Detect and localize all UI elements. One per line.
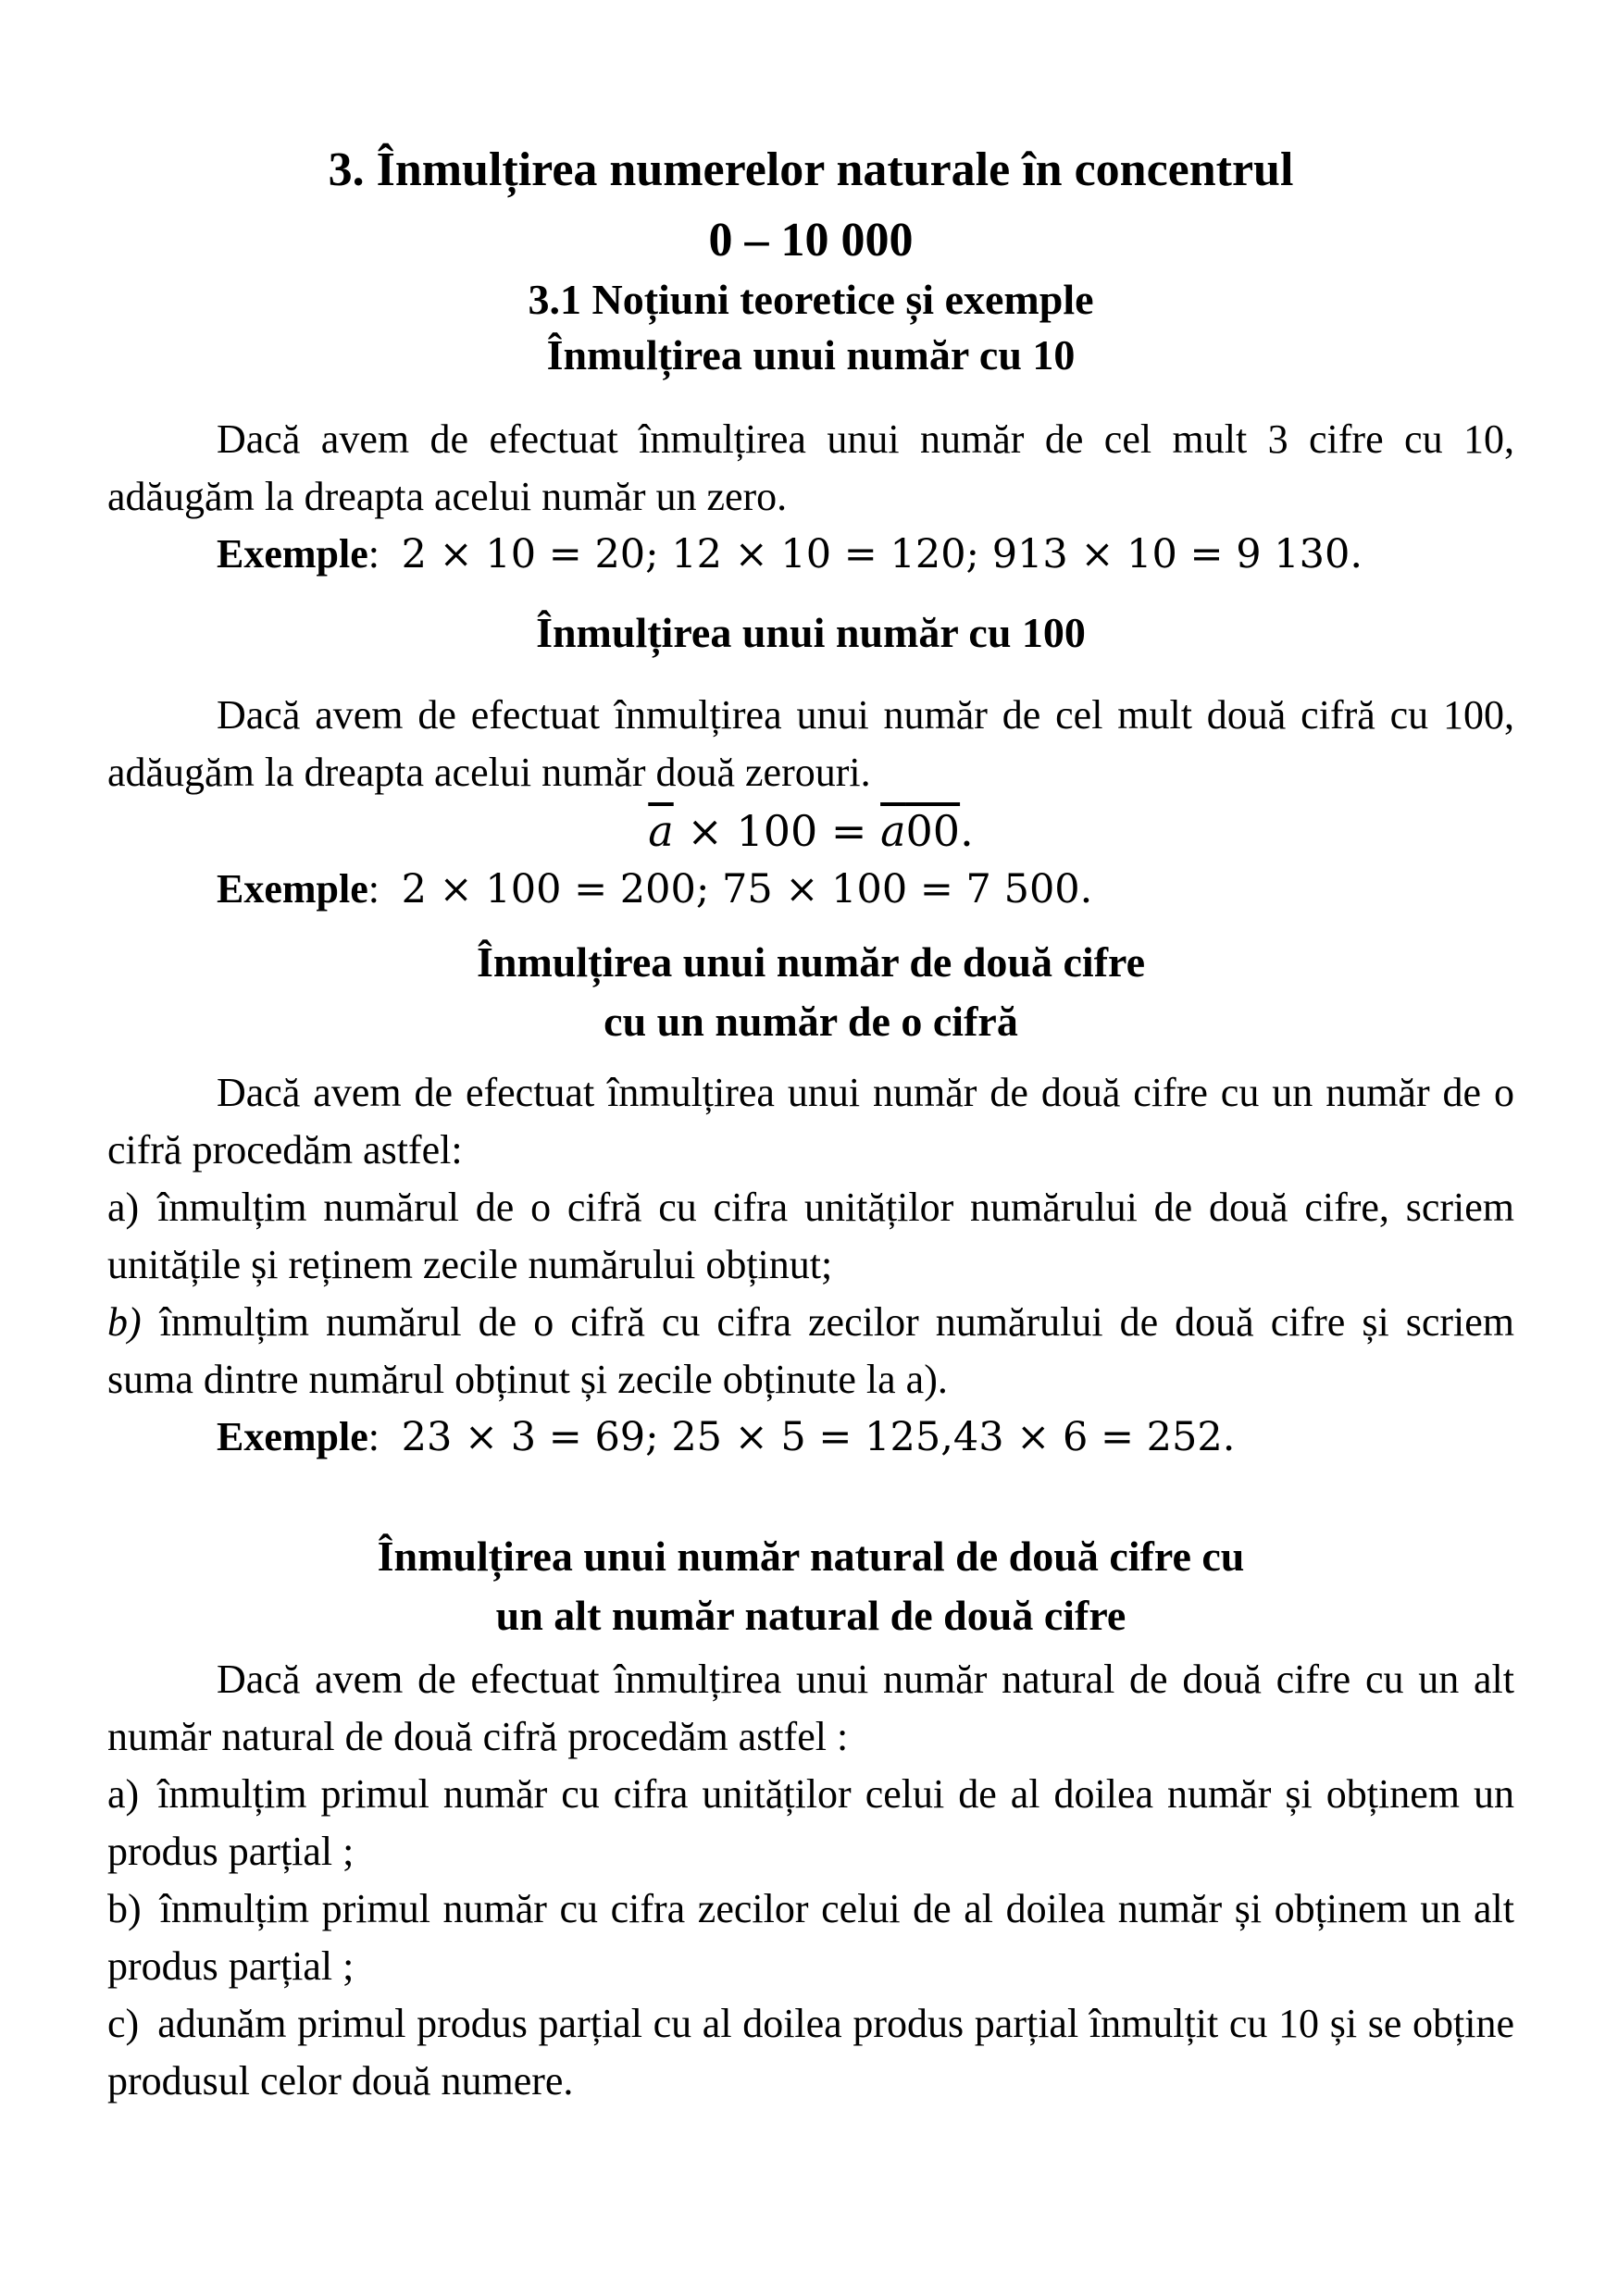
list-item-a [107,1766,1514,1880]
formula-period: . [960,806,974,856]
chapter-title-line1: 3. Înmulțirea numerelor naturale în concentrul [328,143,1294,196]
exemple-label: Exemple [217,531,368,577]
paragraph-two-digit-by-one-digit: Dacă avem de efectuat înmulțirea unui număr de două cifre cu un număr de o cifră procedăm astfel: [107,1070,1514,1173]
item-text: înmulțim numărul de o cifră cu cifra unităților numărului de două cifre, scriem unitățile și reținem zecile numărului obținut; [107,1185,1514,1287]
item-text: înmulțim numărul de o cifră cu cifra zecilor numărului de două cifre și scriem suma dintre numărul obținut și zecile obținute la a). [107,1299,1514,1402]
item-marker: a) [107,1185,140,1230]
examples-line-multiply-by-10 [107,526,1514,583]
list-item-c [107,1995,1514,2110]
heading-line2: cu un număr de o cifră [604,998,1018,1045]
exemple-math: 2 × 100 = 200; 75 × 100 = 7 500. [401,866,1093,912]
formula-mid: × 100 = [673,806,881,856]
examples-line-two-digit-by-one-digit [107,1409,1514,1466]
formula-rhs-var: a [880,806,906,856]
list-item-b [107,1294,1514,1409]
heading-line1: Înmulțirea unui număr natural de două cifre cu [377,1533,1245,1580]
list-item-a [107,1179,1514,1294]
paragraph-multiply-by-100: Dacă avem de efectuat înmulțirea unui număr de cel mult două cifră cu 100, adăugăm la dreapta acelui număr două zerouri. [107,692,1514,795]
exemple-colon: : [367,1414,380,1459]
heading-line1: Înmulțirea unui număr de două cifre [476,938,1146,986]
section-subtitle: 3.1 Noțiuni teoretice și exemple [528,276,1094,323]
paragraph-multiply-by-10: Dacă avem de efectuat înmulțirea unui număr de cel mult 3 cifre cu 10, adăugăm la dreapta acelui număr un zero. [107,416,1514,519]
formula-lhs-var: $\overline{a}$ [648,806,674,856]
heading-two-digit-by-one-digit [107,933,1514,1051]
heading-line2: un alt număr natural de două cifre [495,1592,1126,1639]
heading-two-digit-by-two-digit [107,1527,1514,1645]
list-item-b [107,1880,1514,1995]
item-marker: a) [107,1771,140,1817]
item-marker: c) [107,2001,140,2046]
exemple-math: 23 × 3 = 69; 25 × 5 = 125,43 × 6 = 252. [401,1414,1236,1460]
exemple-colon: : [367,531,380,577]
chapter-title-line2: 0 – 10 000 [708,214,914,267]
exemple-colon: : [367,866,380,912]
item-text: înmulțim primul număr cu cifra zecilor celui de al doilea număr și obținem un alt produs parțial ; [107,1886,1514,1989]
exemple-label: Exemple [217,1414,368,1459]
exemple-math: 2 × 10 = 20; 12 × 10 = 120; 913 × 10 = 9 130. [401,531,1363,577]
examples-line-multiply-by-100 [107,861,1514,918]
item-text: adunăm primul produs parțial cu al doilea produs parțial înmulțit cu 10 și se obține produsul celor două numere. [107,2001,1514,2104]
paragraph-two-digit-by-two-digit: Dacă avem de efectuat înmulțirea unui număr natural de două cifre cu un alt număr natural de două cifră procedăm astfel : [107,1657,1514,1759]
exemple-label: Exemple [217,866,368,912]
formula-rhs-group [880,806,960,856]
heading-multiply-by-100: Înmulțirea unui număr cu 100 [536,609,1086,656]
item-text: înmulțim primul număr cu cifra unităților celui de al doilea număr și obținem un produs parțial ; [107,1771,1514,1874]
item-marker: b) [107,1299,142,1345]
formula-a-times-100 [107,801,1514,861]
formula-rhs-zeros: 00 [905,806,961,856]
item-marker: b) [107,1886,142,1931]
heading-multiply-by-10: Înmulțirea unui număr cu 10 [546,331,1076,379]
